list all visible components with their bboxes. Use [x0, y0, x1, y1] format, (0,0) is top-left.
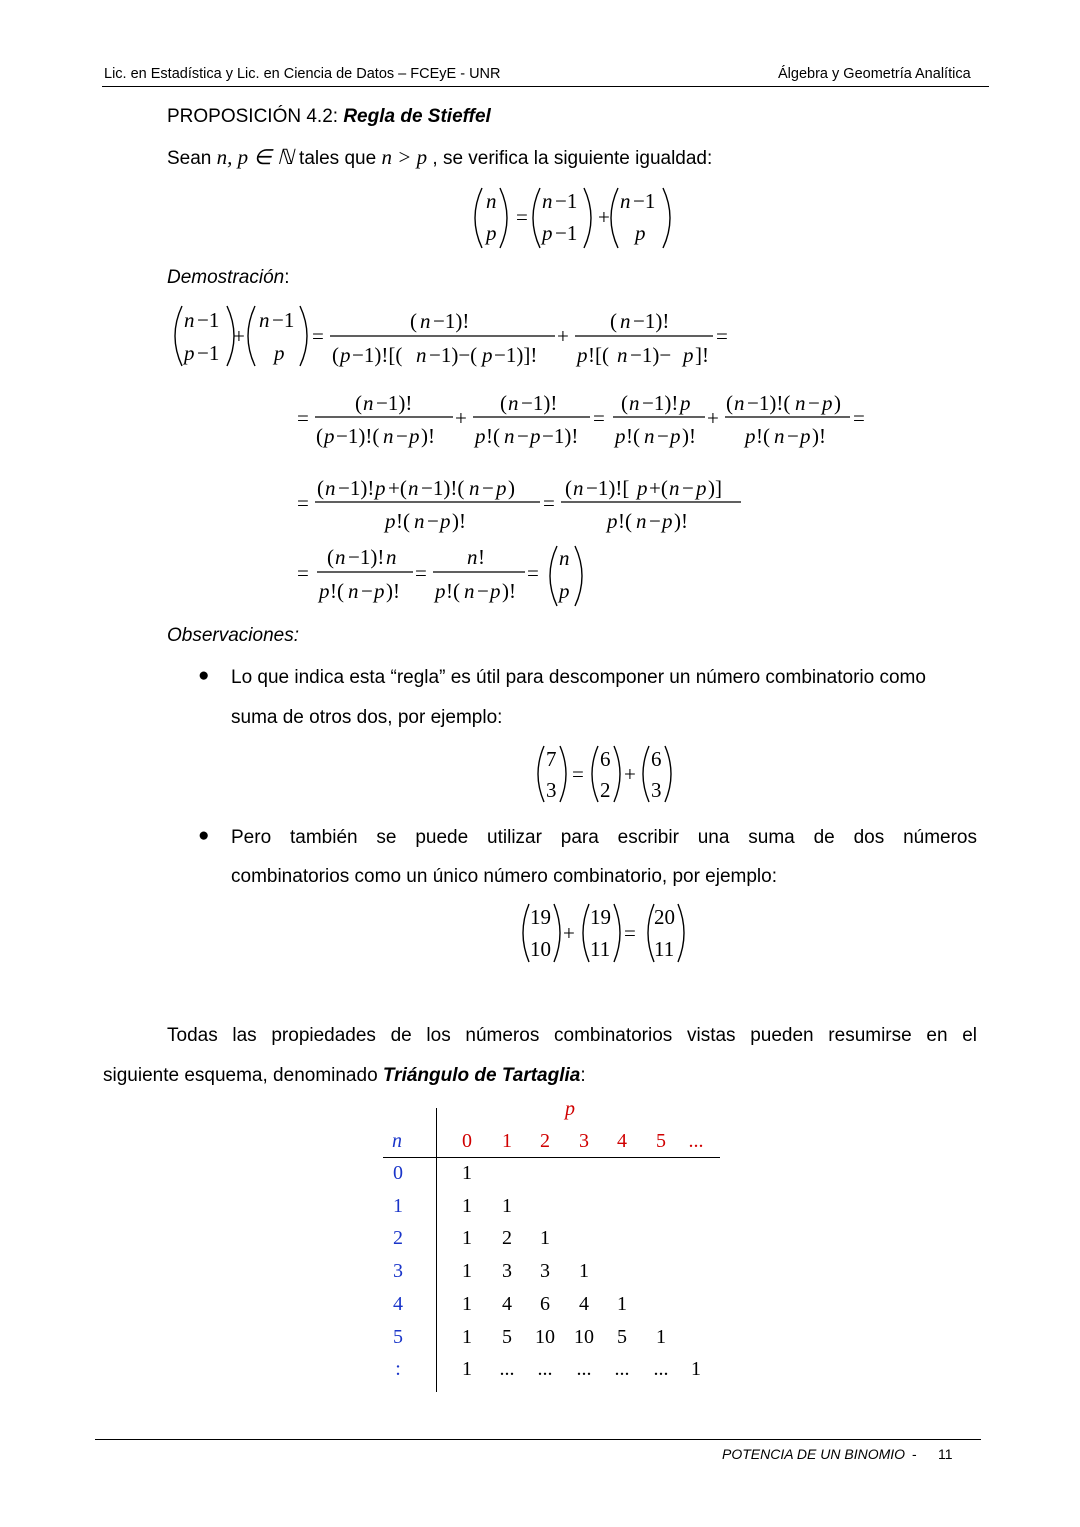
- tartaglia-p-label: p: [565, 1098, 575, 1120]
- footer-divider: [95, 1439, 981, 1440]
- bullet-2-line-1: Pero también se puede utilizar para escribir una suma de dos números: [231, 827, 977, 848]
- tartaglia-cell: 1: [617, 1293, 627, 1315]
- svg-text:p: p: [822, 391, 833, 415]
- tartaglia-cell: 3: [502, 1260, 512, 1282]
- svg-text:p: p: [440, 509, 451, 533]
- tartaglia-cell: ...: [653, 1358, 669, 1380]
- svg-text:(: (: [332, 343, 339, 367]
- tartaglia-cell: 1: [462, 1260, 472, 1282]
- tartaglia-cell: 1: [462, 1293, 472, 1315]
- svg-text:−: −: [517, 424, 529, 448]
- tartaglia-cell: 4: [579, 1293, 589, 1315]
- svg-text:n: n: [416, 343, 427, 367]
- svg-text:−: −: [649, 509, 661, 533]
- svg-text:p: p: [530, 424, 541, 448]
- svg-text:n: n: [774, 424, 785, 448]
- svg-text:n: n: [573, 476, 584, 500]
- svg-text:![(: ![(: [588, 343, 609, 367]
- svg-text:−1)![: −1)![: [586, 476, 630, 500]
- svg-text:n: n: [504, 424, 515, 448]
- demo-label-colon: :: [284, 267, 290, 288]
- ex2-b-top: 19: [590, 905, 611, 929]
- proposition-prefix: PROPOSICIÓN 4.2:: [167, 106, 344, 127]
- svg-text:n: n: [508, 391, 519, 415]
- svg-text:−1)![(: −1)![(: [352, 343, 403, 367]
- bullet-1-line-1: Lo que indica esta “regla” es útil para descomponer un número combinatorio como: [231, 667, 926, 688]
- svg-text:)!: )!: [452, 509, 466, 533]
- ex2-rhs-top: 20: [654, 905, 675, 929]
- svg-text:!(: !(: [446, 579, 460, 603]
- svg-text:=: =: [297, 406, 309, 430]
- statement-text-c: , se verifica la siguiente igualdad:: [427, 148, 713, 169]
- svg-text:−1: −1: [197, 308, 220, 332]
- tartaglia-n-value: 2: [393, 1227, 403, 1249]
- svg-text:n: n: [408, 476, 419, 500]
- svg-text:=: =: [527, 561, 539, 585]
- tartaglia-p-value: 0: [462, 1130, 472, 1152]
- svg-text:p: p: [475, 424, 486, 448]
- svg-text:(: (: [410, 309, 417, 333]
- tartaglia-n-value: 0: [393, 1162, 403, 1184]
- demo-label-text: Demostración: [167, 267, 285, 288]
- svg-text:−1)!: −1)!: [433, 309, 470, 333]
- svg-text:(: (: [500, 391, 507, 415]
- summary-line-1: Todas las propiedades de los números combinatorios vistas pueden resumirse en el: [167, 1025, 977, 1046]
- ex2-a-top: 19: [530, 905, 551, 929]
- svg-text:+: +: [455, 406, 467, 430]
- tartaglia-cell: ...: [614, 1358, 630, 1380]
- tartaglia-n-value: 1: [393, 1195, 403, 1217]
- summary-line-2-end: :: [580, 1065, 586, 1086]
- svg-text:n: n: [620, 189, 631, 213]
- tartaglia-vertical-rule: [436, 1108, 437, 1392]
- svg-text:!(: !(: [626, 424, 640, 448]
- svg-text:−1: −1: [272, 308, 295, 332]
- svg-text:n: n: [348, 579, 359, 603]
- tartaglia-cell: 10: [535, 1326, 555, 1348]
- footer-page-number: 11: [938, 1446, 953, 1462]
- svg-text:+: +: [233, 324, 245, 348]
- svg-text:p: p: [559, 579, 570, 603]
- svg-text:−: −: [396, 424, 408, 448]
- svg-text:n: n: [467, 545, 478, 569]
- svg-text:n: n: [734, 391, 745, 415]
- svg-text:−1)]!: −1)]!: [494, 343, 538, 367]
- svg-text:−1)!: −1)!: [633, 309, 670, 333]
- ex2-a-bottom: 10: [530, 937, 551, 961]
- svg-text:p: p: [324, 424, 335, 448]
- tartaglia-n-value: 5: [393, 1326, 403, 1348]
- svg-text:n: n: [669, 476, 680, 500]
- svg-text:!(: !(: [486, 424, 500, 448]
- tartaglia-p-value: 2: [540, 1130, 550, 1152]
- ex1-lhs-bottom: 3: [546, 778, 557, 802]
- tartaglia-cell: 1: [462, 1358, 472, 1380]
- svg-text:=: =: [853, 406, 865, 430]
- svg-text:−1)!(: −1)!(: [747, 391, 791, 415]
- svg-text:p: p: [375, 476, 386, 500]
- svg-text:p: p: [662, 509, 673, 533]
- tartaglia-n-label: n: [392, 1130, 402, 1152]
- ex2-rhs-bottom: 11: [654, 937, 675, 961]
- statement-text-b: tales que: [293, 148, 382, 169]
- svg-text:p: p: [607, 509, 618, 533]
- ex1-b-bottom: 3: [651, 778, 662, 802]
- svg-text:=: =: [593, 406, 605, 430]
- tartaglia-cell: 1: [691, 1358, 701, 1380]
- svg-text:n: n: [542, 189, 553, 213]
- svg-text:p: p: [385, 509, 396, 533]
- svg-text:−: −: [361, 579, 373, 603]
- ex1-a-top: 6: [600, 747, 611, 771]
- tartaglia-cell: 1: [656, 1326, 666, 1348]
- ex1-a-bottom: 2: [600, 778, 611, 802]
- statement-math-1: n, p ∈ ℕ: [216, 145, 294, 169]
- svg-text:−1)−(: −1)−(: [429, 343, 478, 367]
- svg-text:(: (: [565, 476, 572, 500]
- svg-text:)!: )!: [421, 424, 435, 448]
- svg-text:)!: )!: [386, 579, 400, 603]
- svg-text:+: +: [624, 762, 636, 786]
- ex2-b-bottom: 11: [590, 937, 611, 961]
- tartaglia-cell: ...: [499, 1358, 515, 1380]
- svg-text:p: p: [184, 341, 195, 365]
- svg-text:(: (: [327, 545, 334, 569]
- statement-text-a: Sean: [167, 148, 217, 169]
- svg-text:p: p: [637, 476, 648, 500]
- tartaglia-p-value: 3: [579, 1130, 589, 1152]
- tartaglia-cell: 5: [502, 1326, 512, 1348]
- svg-text:=: =: [572, 762, 584, 786]
- svg-text:p: p: [615, 424, 626, 448]
- ex1-b-top: 6: [651, 747, 662, 771]
- svg-text:=: =: [543, 491, 555, 515]
- svg-text:−: −: [787, 424, 799, 448]
- svg-text:n: n: [636, 509, 647, 533]
- svg-text:n: n: [620, 309, 631, 333]
- header-right: Álgebra y Geometría Analítica: [778, 66, 971, 82]
- tartaglia-cell: 3: [540, 1260, 550, 1282]
- svg-text:p: p: [374, 579, 385, 603]
- svg-text:(: (: [726, 391, 733, 415]
- svg-text:n: n: [386, 545, 397, 569]
- tartaglia-p-value: 1: [502, 1130, 512, 1152]
- svg-text:p: p: [435, 579, 446, 603]
- svg-text:−1)!: −1)!: [338, 476, 375, 500]
- svg-text:−: −: [657, 424, 669, 448]
- proposition-title: Regla de Stieffel: [343, 106, 491, 127]
- svg-text:p: p: [490, 579, 501, 603]
- svg-text:n: n: [335, 545, 346, 569]
- svg-text:=: =: [312, 324, 324, 348]
- bullet-dot-2: ●: [198, 825, 210, 846]
- tartaglia-cell: 1: [502, 1195, 512, 1217]
- svg-text:(: (: [355, 391, 362, 415]
- svg-text:): ): [834, 391, 841, 415]
- svg-text:+: +: [557, 324, 569, 348]
- tartaglia-cell: 1: [579, 1260, 589, 1282]
- svg-text:!(: !(: [330, 579, 344, 603]
- svg-text:n: n: [414, 509, 425, 533]
- footer-separator: -: [912, 1446, 917, 1462]
- svg-text:−1)!(: −1)!(: [421, 476, 465, 500]
- svg-text:(: (: [610, 309, 617, 333]
- tartaglia-cell: 1: [462, 1162, 472, 1184]
- svg-text:p: p: [680, 391, 691, 415]
- svg-text:!(: !(: [618, 509, 632, 533]
- tartaglia-n-value: :: [395, 1358, 401, 1380]
- tartaglia-cell: 10: [574, 1326, 594, 1348]
- svg-text:+: +: [563, 921, 575, 945]
- svg-text:p: p: [696, 476, 707, 500]
- svg-text:−1: −1: [197, 341, 220, 365]
- tartaglia-cell: ...: [576, 1358, 592, 1380]
- statement-math-2: n > p: [381, 145, 428, 169]
- svg-text:=: =: [415, 561, 427, 585]
- svg-text:−: −: [427, 509, 439, 533]
- svg-text:−1)!: −1)!: [521, 391, 558, 415]
- footer-title: POTENCIA DE UN BINOMIO: [722, 1446, 906, 1462]
- svg-text:n: n: [363, 391, 374, 415]
- svg-text:−: −: [477, 579, 489, 603]
- bullet-dot-1: ●: [198, 665, 210, 686]
- svg-text:p: p: [482, 343, 493, 367]
- svg-text:n: n: [629, 391, 640, 415]
- svg-text:]!: ]!: [695, 343, 709, 367]
- svg-text:−1: −1: [633, 189, 656, 213]
- tartaglia-p-value: ...: [688, 1130, 704, 1152]
- tartaglia-n-value: 3: [393, 1260, 403, 1282]
- svg-text:!: !: [478, 545, 485, 569]
- ex1-lhs-top: 7: [546, 747, 557, 771]
- svg-text:!(: !(: [756, 424, 770, 448]
- svg-text:n: n: [795, 391, 806, 415]
- svg-text:)!: )!: [812, 424, 826, 448]
- tartaglia-cell: ...: [537, 1358, 553, 1380]
- svg-text:−1)!: −1)!: [376, 391, 413, 415]
- svg-text:=: =: [297, 561, 309, 585]
- svg-text:)]: )]: [708, 476, 722, 500]
- svg-text:−1)!: −1)!: [542, 424, 579, 448]
- svg-text:p: p: [577, 343, 588, 367]
- svg-text:p: p: [670, 424, 681, 448]
- svg-text:+: +: [598, 205, 610, 229]
- bullet-1-line-2: suma de otros dos, por ejemplo:: [231, 707, 503, 728]
- svg-text:(: (: [316, 424, 323, 448]
- svg-text:)!: )!: [682, 424, 696, 448]
- svg-text:=: =: [624, 921, 636, 945]
- svg-text:n: n: [420, 309, 431, 333]
- tartaglia-cell: 2: [502, 1227, 512, 1249]
- svg-text:)!: )!: [674, 509, 688, 533]
- svg-text:(: (: [621, 391, 628, 415]
- tartaglia-cell: 1: [462, 1227, 472, 1249]
- summary-tartaglia-name: Triángulo de Tartaglia: [382, 1065, 581, 1086]
- svg-text:−: −: [682, 476, 694, 500]
- tartaglia-cell: 4: [502, 1293, 512, 1315]
- svg-text:n: n: [259, 308, 270, 332]
- svg-text:p: p: [635, 221, 646, 245]
- svg-text:n: n: [464, 579, 475, 603]
- svg-text:−1)!(: −1)!(: [336, 424, 380, 448]
- svg-text:p: p: [800, 424, 811, 448]
- svg-text:p: p: [745, 424, 756, 448]
- svg-text:−1)!: −1)!: [348, 545, 385, 569]
- svg-text:): ): [508, 476, 515, 500]
- svg-text:−1)!: −1)!: [642, 391, 679, 415]
- bullet-2-line-2: combinatorios como un único número combinatorio, por ejemplo:: [231, 866, 777, 887]
- svg-text:−: −: [808, 391, 820, 415]
- svg-text:−1: −1: [555, 221, 578, 245]
- svg-text:−: −: [482, 476, 494, 500]
- tartaglia-horizontal-rule: [383, 1157, 720, 1158]
- svg-text:n: n: [184, 308, 195, 332]
- svg-text:−1)−: −1)−: [630, 343, 672, 367]
- svg-text:n: n: [325, 476, 336, 500]
- svg-text:p: p: [496, 476, 507, 500]
- tartaglia-p-value: 4: [617, 1130, 627, 1152]
- tartaglia-p-value: 5: [656, 1130, 666, 1152]
- svg-text:p: p: [542, 221, 553, 245]
- svg-text:(: (: [317, 476, 324, 500]
- tartaglia-cell: 6: [540, 1293, 550, 1315]
- tartaglia-n-value: 4: [393, 1293, 403, 1315]
- svg-text:=: =: [516, 205, 528, 229]
- svg-text:p: p: [409, 424, 420, 448]
- svg-text:p: p: [683, 343, 694, 367]
- svg-text:n: n: [644, 424, 655, 448]
- svg-text:p: p: [274, 341, 285, 365]
- svg-text:−1: −1: [555, 189, 578, 213]
- summary-line-2-text: siguiente esquema, denominado: [103, 1065, 383, 1086]
- svg-text:p: p: [486, 221, 497, 245]
- tartaglia-cell: 1: [540, 1227, 550, 1249]
- svg-text:!(: !(: [396, 509, 410, 533]
- svg-text:+: +: [707, 406, 719, 430]
- tartaglia-cell: 5: [617, 1326, 627, 1348]
- svg-text:+(: +(: [388, 476, 407, 500]
- tartaglia-cell: 1: [462, 1195, 472, 1217]
- svg-text:+(: +(: [649, 476, 668, 500]
- svg-text:=: =: [297, 491, 309, 515]
- svg-text:n: n: [617, 343, 628, 367]
- header-left: Lic. en Estadística y Lic. en Ciencia de Datos – FCEyE - UNR: [104, 66, 501, 82]
- svg-text:)!: )!: [502, 579, 516, 603]
- observations-label: Observaciones:: [167, 625, 300, 646]
- svg-text:n: n: [469, 476, 480, 500]
- svg-text:p: p: [340, 343, 351, 367]
- svg-text:n: n: [559, 546, 570, 570]
- svg-text:n: n: [383, 424, 394, 448]
- svg-text:n: n: [486, 189, 497, 213]
- svg-text:p: p: [319, 579, 330, 603]
- tartaglia-cell: 1: [462, 1326, 472, 1348]
- svg-text:=: =: [716, 324, 728, 348]
